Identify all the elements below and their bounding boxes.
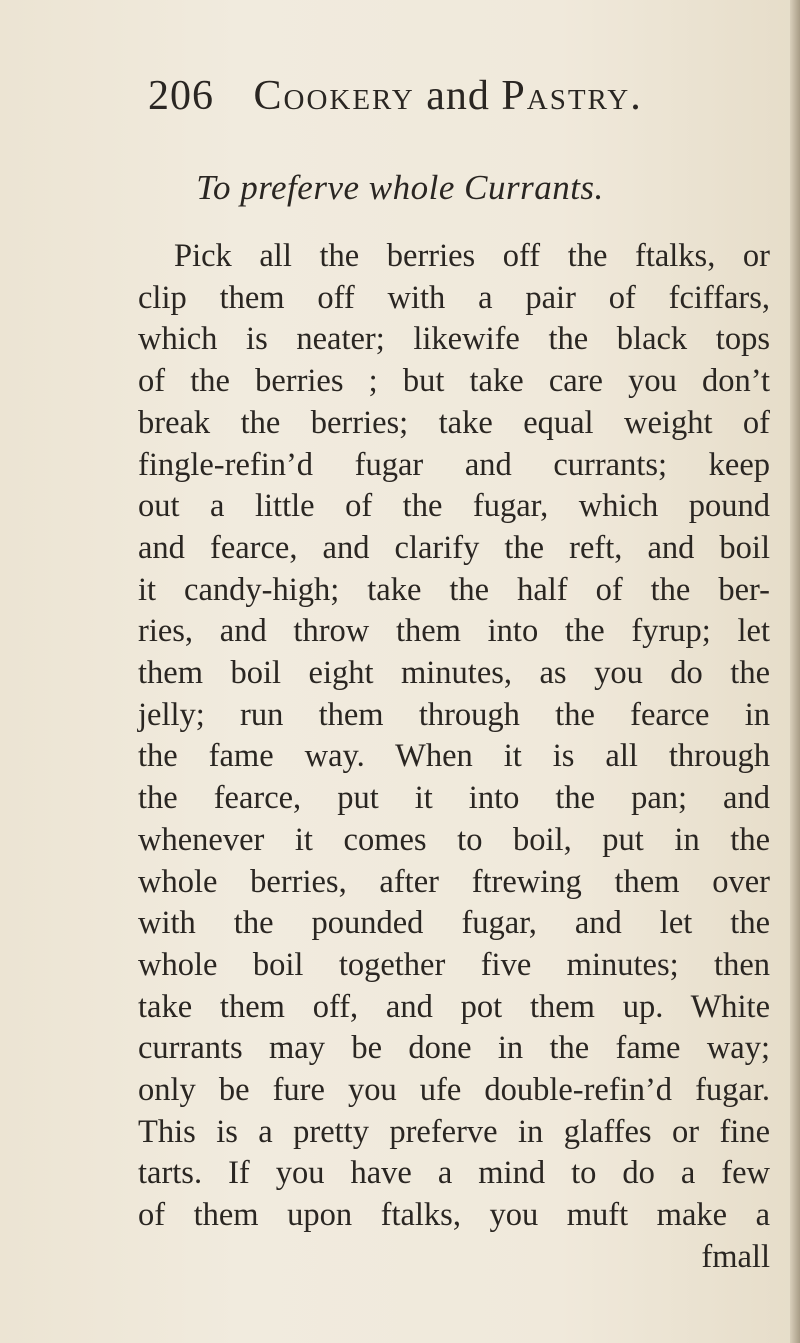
text-line: tarts. If you have a mind to do a few xyxy=(138,1155,770,1192)
text-line: which is neater; likewife the black tops xyxy=(138,321,770,358)
text-line: currants may be done in the fame way; xyxy=(138,1030,770,1067)
text-line: ries, and throw them into the fyrup; let xyxy=(138,613,770,650)
text-line: This is a pretty preferve in glaffes or fine xyxy=(138,1113,770,1150)
text-line: of the berries ; but take care you don’t xyxy=(138,363,770,400)
text-line: take them off, and pot them up. White xyxy=(138,988,770,1025)
text-line: the fame way. When it is all through xyxy=(138,738,770,775)
running-title-and: and xyxy=(426,73,490,119)
page-number: 206 xyxy=(148,73,214,119)
text-line: with the pounded fugar, and let the xyxy=(138,905,770,942)
recipe-heading: To preferve whole Currants. xyxy=(196,168,604,207)
text-line: break the berries; take equal weight of xyxy=(138,404,770,441)
catchword: fmall xyxy=(701,1238,770,1275)
text-line: clip them off with a pair of fciffars, xyxy=(138,279,770,316)
text-line: out a little of the fugar, which pound xyxy=(138,488,770,525)
text-line: it candy-high; take the half of the ber- xyxy=(138,571,770,608)
text-line: them boil eight minutes, as you do the xyxy=(138,655,770,692)
text-line: the fearce, put it into the pan; and xyxy=(138,780,770,817)
text-line: only be fure you ufe double-refin’d fugar. xyxy=(138,1072,770,1109)
running-head xyxy=(148,72,643,120)
running-title-part1: Cookery xyxy=(253,73,415,119)
text-line: jelly; run them through the fearce in xyxy=(138,696,770,733)
text-line: and fearce, and clarify the reft, and boil xyxy=(138,529,770,566)
text-line: fingle-refin’d fugar and currants; keep xyxy=(138,446,770,483)
text-line: whole boil together five minutes; then xyxy=(138,946,770,983)
recipe-body xyxy=(138,236,770,1279)
text-line: Pick all the berries off the ftalks, or xyxy=(174,238,770,274)
running-title-part2: Pastry. xyxy=(501,73,643,119)
text-line: whole berries, after ftrewing them over xyxy=(138,863,770,900)
text-line: whenever it comes to boil, put in the xyxy=(138,821,770,858)
text-line: of them upon ftalks, you muft make a xyxy=(138,1197,770,1234)
